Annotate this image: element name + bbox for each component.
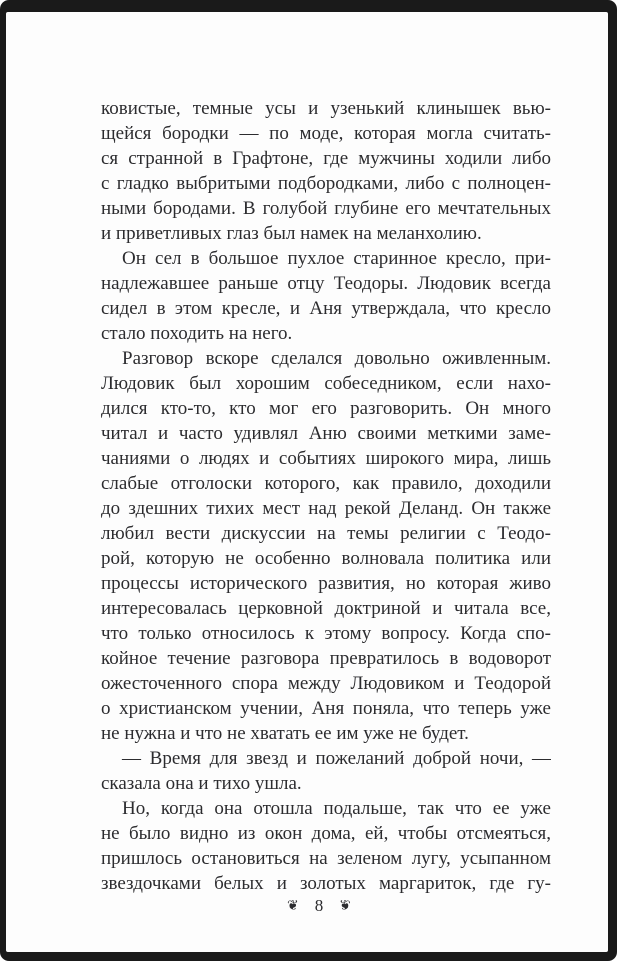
text-line: интересовалась церковной доктриной и читала все, [101,598,551,619]
text-line: Разговор вскоре сделался довольно оживленным. [122,348,551,369]
text-line: сидел в этом кресле, и Аня утверждала, что кресло [101,298,551,319]
text-line: чаниями о людях и событиях широкого мира, лишь [101,448,551,469]
text-line: Он сел в большое пухлое старинное кресло, при- [122,248,551,269]
text-line: койное течение разговора превратилось в водоворот [101,648,551,669]
text-line: ными бородами. В голубой глубине его мечтательных [101,198,551,219]
text-line: рой, которую не особенно волновала политика или [101,548,551,569]
text-line: надлежавшее раньше отцу Теодоры. Людовик всегда [101,273,551,294]
text-line: до здешних тихих мест над рекой Деланд. Он также [101,498,551,519]
text-line: дился кто-то, кто мог его разговорить. Он много [101,398,551,419]
text-line: пришлось остановиться на зеленом лугу, усыпанном [101,848,551,869]
text-line: о христианском учении, Аня поняла, что теперь уже [101,698,551,719]
text-line: сказала она и тихо ушла. [101,773,302,794]
text-line: слабые отголоски которого, как правило, доходили [101,473,551,494]
text-line: что только относилось к этому вопросу. Когда спо- [101,623,551,644]
text-block [101,96,551,896]
text-line: процессы исторического развития, но которая живо [101,573,551,594]
page-footer [18,897,617,914]
text-line: читал и часто удивлял Аню своими меткими заме- [101,423,551,444]
book-page [6,12,608,952]
text-line: не нужна и что не хватать ее им уже не будет. [101,723,469,744]
fleuron-right-icon: ❦ [339,897,351,914]
text-line: любил вести дискуссии на темы религии с Теодо- [101,523,551,544]
text-line: ковистые, темные усы и узенький клинышек вью- [101,98,551,119]
text-line: с гладко выбритыми подбородками, либо с полноцен- [101,173,551,194]
text-line: не было видно из окон дома, ей, чтобы отсмеяться, [101,823,551,844]
fleuron-left-icon: ❦ [287,897,299,914]
text-line: ожесточенного спора между Людовиком и Теодорой [101,673,551,694]
text-line: — Время для звезд и пожеланий доброй ночи, — [122,748,551,769]
text-line: Людовик был хорошим собеседником, если нахо- [101,373,551,394]
text-line: звездочками белых и золотых маргариток, где гу- [101,873,551,894]
text-line: щейся бородки — по моде, которая могла считать- [101,123,551,144]
text-line: ся странной в Графтоне, где мужчины ходили либо [101,148,551,169]
text-line: и приветливых глаз был намек на меланхолию. [101,223,482,244]
page-number: 8 [314,896,324,915]
text-line: стало походить на него. [101,323,293,344]
text-line: Но, когда она отошла подальше, так что ее уже [122,798,551,819]
